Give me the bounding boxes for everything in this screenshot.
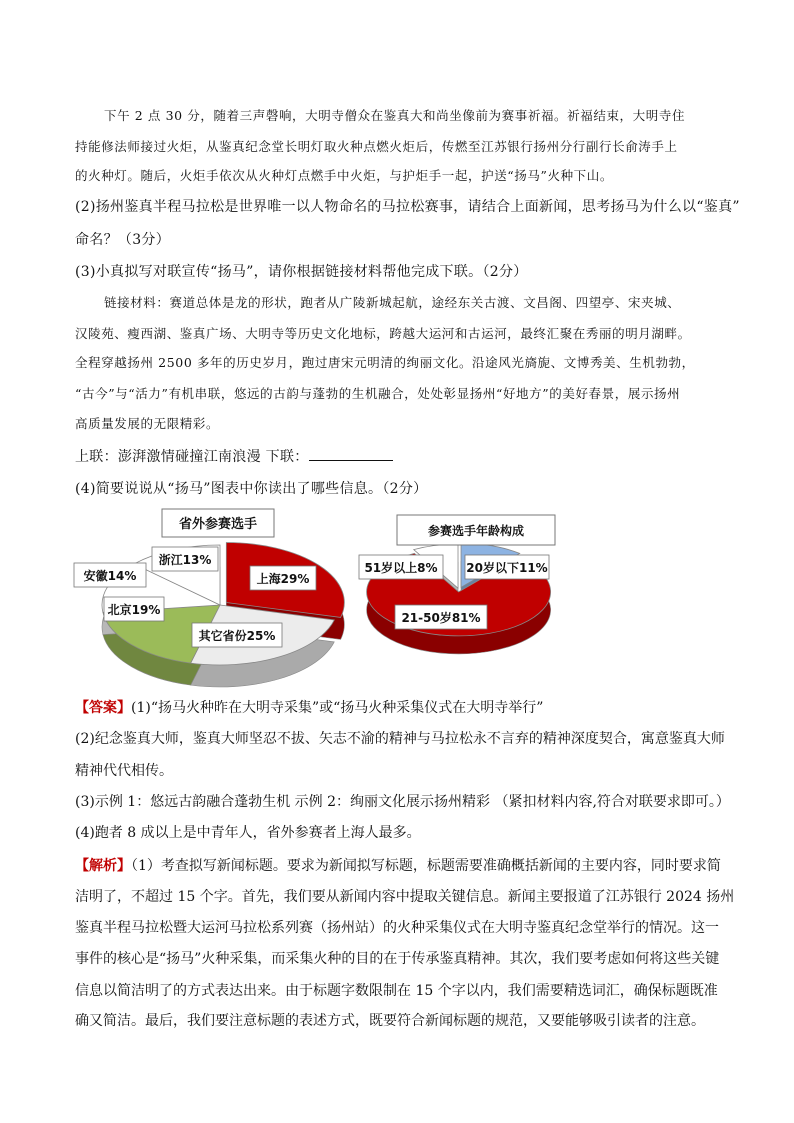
analysis-line: 确又简洁。最后，我们要注意标题的表述方式，既要符合新闻标题的规范，又要能够吸引读者的注意。 (75, 1013, 705, 1029)
data-label: 20岁以下11% (466, 561, 548, 575)
question-2: (2)扬州鉴真半程马拉松是世界唯一以人物命名的马拉松赛事，请结合上面新闻，思考扬马为什么以“鉴真” (75, 199, 740, 215)
material-line: 高质量发展的无限精彩。 (75, 416, 220, 431)
answer-blank[interactable] (309, 448, 393, 461)
material-line: “古今”与“活力”有机串联，悠远的古韵与蓬勃的生机融合，处处彰显扬州“好地方”的美好春景，展示扬州 (75, 386, 681, 401)
analysis-line: 洁明了，不超过 15 个字。首先，我们要从新闻内容中提取关键信息。新闻主要报道了江苏银行 2024 扬州 (75, 889, 735, 905)
data-label: 浙江13% (158, 553, 212, 567)
answer-2: (2)纪念鉴真大师，鉴真大师坚忍不拔、矢志不渝的精神与马拉松永不言弃的精神深度契合，寓意鉴真大师 (75, 731, 725, 747)
chart-title: 参赛选手年龄构成 (427, 524, 525, 538)
answer-2-cont: 精神代代相传。 (75, 763, 173, 779)
answer-1 (75, 697, 543, 717)
data-label: 安徽14% (83, 569, 137, 583)
question-4: (4)简要说说从“扬马”图表中你读出了哪些信息。（2分） (75, 481, 428, 497)
data-label: 21-50岁81% (401, 611, 481, 625)
chart-title: 省外参赛选手 (178, 517, 258, 532)
news-line: 的火种灯。随后，火炬手依次从火种灯点燃手中火炬，与护炬手一起，护送“扬马”火种下山。 (75, 168, 613, 183)
pie-chart-outside-province (68, 505, 368, 695)
analysis-label: 【解析】 (75, 858, 131, 874)
question-3: (3)小真拟写对联宣传“扬马”，请你根据链接材料帮他完成下联。（2分） (75, 264, 528, 280)
analysis-1 (75, 855, 721, 875)
news-line: 下午 2 点 30 分，随着三声磬响，大明寺僧众在鉴真大和尚坐像前为赛事祈福。祈福结束，大明寺住 (104, 108, 686, 123)
answer-3: (3)示例 1：悠远古韵融合蓬勃生机 示例 2：绚丽文化展示扬州精彩 （紧扣材料内容,符合对联要求即可。） (75, 794, 730, 810)
material-line: 全程穿越扬州 2500 多年的历史岁月，跑过唐宋元明清的绚丽文化。沿途风光旖旎、文博秀美、生机勃勃， (75, 355, 695, 370)
question-2-cont: 命名？（3分） (75, 232, 171, 248)
pie-chart-age (355, 512, 595, 672)
data-label: 其它省份25% (198, 629, 276, 643)
material-line: 汉陵苑、瘦西湖、鉴真广场、大明寺等历史文化地标，跨越大运河和古运河，最终汇聚在秀丽的明月湖畔。 (75, 326, 691, 341)
analysis-line: 鉴真半程马拉松暨大运河马拉松系列赛（扬州站）的火种采集仪式在大明寺鉴真纪念堂举行的情况。这一 (75, 920, 719, 936)
analysis-text: （1）考查拟写新闻标题。要求为新闻拟写标题，标题需要准确概括新闻的主要内容，同时要求简 (131, 858, 721, 874)
material-line: 链接材料：赛道总体是龙的形状，跑者从广陵新城起航，途经东关古渡、文昌阁、四望亭、宋夹城、 (104, 295, 681, 310)
data-label: 北京19% (107, 603, 161, 617)
answer-text: (1)“扬马火种昨在大明寺采集”或“扬马火种采集仪式在大明寺举行” (131, 700, 544, 716)
data-label: 上海29% (256, 572, 310, 586)
couplet-line (75, 446, 393, 466)
analysis-line: 信息以简洁明了的方式表达出来。由于标题字数限制在 15 个字以内，我们需要精选词汇，确保标题既准 (75, 983, 718, 999)
answer-4: (4)跑者 8 成以上是中青年人，省外参赛者上海人最多。 (75, 825, 421, 841)
couplet-text: 上联：澎湃激情碰撞江南浪漫 下联： (75, 449, 309, 465)
analysis-line: 事件的核心是“扬马”火种采集，而采集火种的目的在于传承鉴真精神。其次，我们要考虑如何将这些关键 (75, 951, 720, 967)
data-label: 51岁以上8% (364, 561, 438, 575)
news-line: 持能修法师接过火炬，从鉴真纪念堂长明灯取火种点燃火炬后，传燃至江苏银行扬州分行副行长俞涛手上 (75, 139, 678, 154)
answer-label: 【答案】 (75, 700, 131, 716)
